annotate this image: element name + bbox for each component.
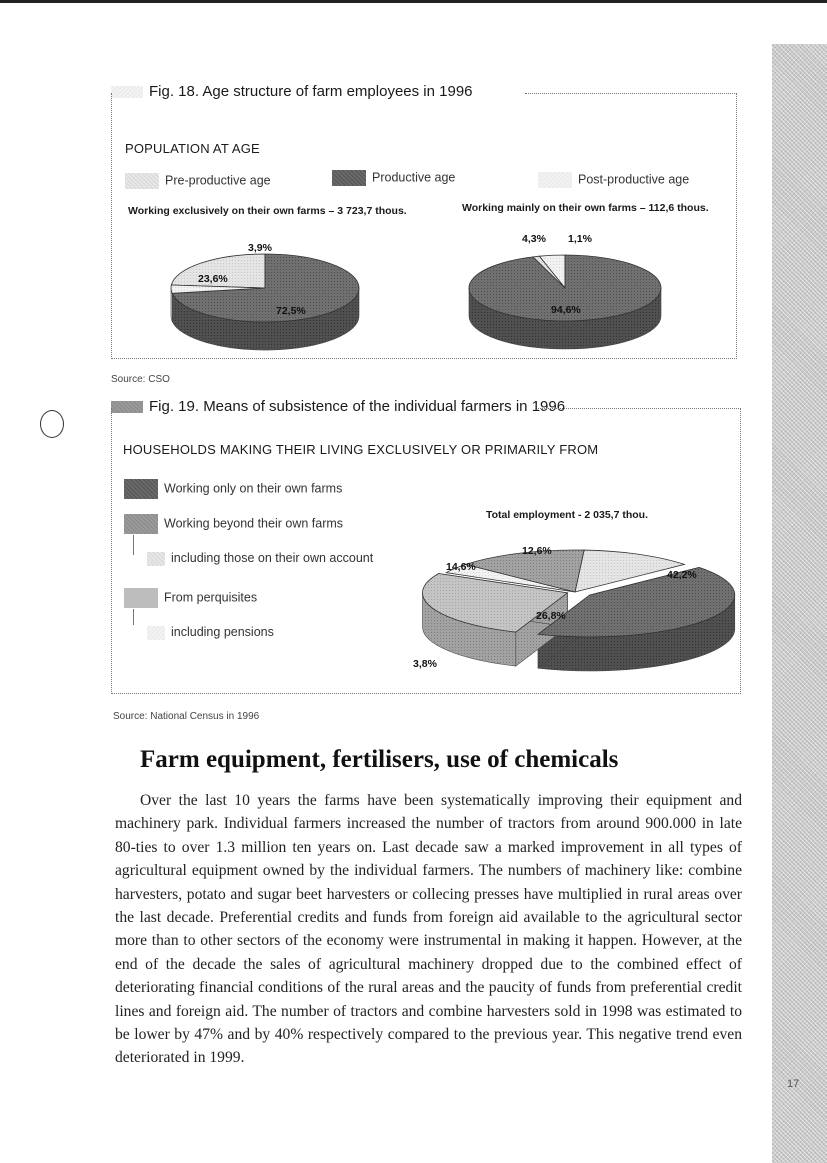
pie1-title: Working exclusively on their own farms – 3 723,7 thous. (128, 205, 407, 217)
fig18-legend-post-productive (538, 172, 689, 188)
pie1-label-productive: 72,5% (276, 305, 306, 317)
top-rule (0, 0, 827, 3)
fig18-source: Source: CSO (111, 374, 170, 385)
fig18-legend-productive (332, 170, 455, 186)
pie1-label-post: 3,9% (248, 242, 272, 254)
fig19-legend-beyond-farms (124, 514, 343, 534)
pie2-chart (460, 228, 670, 353)
fig18-title-text: Fig. 18. Age structure of farm employees in 1996 (149, 83, 473, 100)
pie3-label-perquisites: 26,8% (536, 610, 566, 622)
legend-label: Pre-productive age (165, 173, 271, 188)
section-heading: Farm equipment, fertilisers, use of chemicals (140, 746, 619, 773)
pie3-label-own-account: 12,6% (522, 545, 552, 557)
pie2-title: Working mainly on their own farms – 112,6 thous. (462, 202, 709, 214)
legend-label: including those on their own account (171, 551, 374, 565)
fig19-source: Source: National Census in 1996 (113, 711, 260, 722)
pie2-label-pre: 4,3% (522, 233, 546, 245)
legend-swatch (147, 626, 165, 640)
legend-swatch (332, 170, 366, 186)
legend-label: Working only on their own farms (164, 481, 343, 496)
fig19-title-text: Fig. 19. Means of subsistence of the individual farmers in 1996 (149, 398, 566, 415)
fig18-section-label: POPULATION AT AGE (125, 141, 260, 156)
fig19-section-label: HOUSEHOLDS MAKING THEIR LIVING EXCLUSIVELY OR PRIMARILY FROM (123, 442, 599, 457)
margin-punch-hole (40, 410, 64, 438)
legend-swatch (124, 479, 158, 499)
pie2-label-productive: 94,6% (551, 304, 581, 316)
pie3-label-beyond: 14,6% (446, 561, 476, 573)
pie3-label-own: 42,2% (667, 569, 697, 581)
fig19-legend-own-account (147, 551, 373, 566)
pie3-title: Total employment - 2 035,7 thou. (486, 509, 649, 521)
legend-label: Post-productive age (578, 172, 690, 187)
fig19-legend-own-farms (124, 479, 342, 499)
pie3-label-pensions: 3,8% (413, 658, 437, 670)
pie1-chart (160, 230, 370, 355)
page-number: 17 (787, 1078, 800, 1090)
side-band (772, 44, 827, 1163)
legend-swatch (147, 552, 165, 566)
legend-label: including pensions (171, 625, 274, 639)
legend-swatch (124, 588, 158, 608)
legend-label: From perquisites (164, 590, 258, 605)
legend-swatch (125, 173, 159, 189)
body-paragraph: Over the last 10 years the farms have been systematically improving their equipment and machinery park. Individual farmers increased the number of tractors from around 900.000 in late 80-ties to over 1.3 million ten years on. Last decade saw a marked improvement in all types of agricultural equipment owned by the individual farmers. The numbers of machinery like: combine harvesters, potato and sugar beet harvesters or collecing presses have multiplied in rural areas over the last decade. Preferential credits and funds from foreign aid available to the agricultural sector more than to other sectors of the economy were instrumental in making it happen. However, at the end of the decade the sales of agricultural machinery dropped due to the combined effect of deteriorating financial conditions of the rural areas and the paucity of funds from preferential credit lines and foreign aid. The number of tractors and combine harvesters sold in 1998 was estimated to be lower by 47% and by 40% respectively compared to the previous year. This negative trend even deteriorated in 1999. (115, 792, 742, 1067)
legend-connector (133, 535, 134, 555)
pie1-label-pre: 23,6% (198, 273, 228, 285)
legend-swatch (538, 172, 572, 188)
fig19-legend-pensions (147, 625, 274, 640)
pie2-label-post: 1,1% (568, 233, 592, 245)
fig19-legend-perquisites (124, 588, 257, 608)
fig18-legend-pre-productive (125, 173, 271, 189)
body-text (115, 789, 742, 1070)
legend-connector (133, 609, 134, 625)
legend-label: Working beyond their own farms (164, 516, 344, 531)
legend-swatch (124, 514, 158, 534)
pie3-chart (410, 530, 740, 680)
legend-label: Productive age (372, 170, 456, 185)
